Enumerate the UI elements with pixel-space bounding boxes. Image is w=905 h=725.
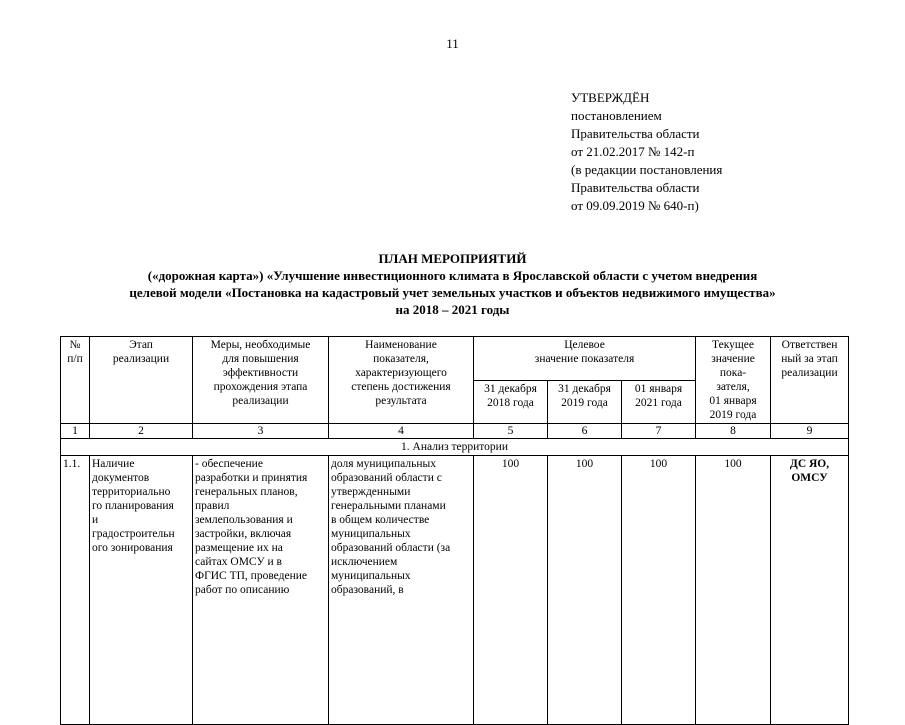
header-text: 31 декабря — [558, 382, 611, 395]
header-text: значение показателя — [534, 353, 635, 365]
header-text: характеризующего — [355, 367, 447, 379]
header-text: значение — [711, 353, 755, 365]
header-stage — [90, 337, 193, 424]
cell-text: доля муниципальных — [331, 458, 436, 470]
header-text: реализации — [232, 395, 289, 407]
header-measures — [193, 337, 329, 424]
header-text: реализации — [781, 367, 838, 379]
cell-text: Наличие — [92, 458, 135, 470]
column-number: 4 — [329, 424, 474, 439]
cell-text: муниципальных — [331, 528, 411, 540]
cell-text: правил — [195, 500, 230, 512]
column-number: 8 — [696, 424, 771, 439]
cell-text: землепользования и — [195, 514, 293, 526]
header-num — [61, 337, 90, 424]
document-title — [60, 250, 845, 318]
page-number: 11 — [446, 36, 459, 51]
title-line: («дорожная карта») «Улучшение инвестиционного климата в Ярославской области с учетом внедрения — [147, 268, 758, 283]
row-number: 1.1. — [61, 456, 90, 725]
header-text: степень достижения — [351, 381, 451, 393]
column-number: 7 — [622, 424, 696, 439]
cell-text: застройки, включая — [195, 528, 292, 540]
cell-text: ого зонирования — [92, 542, 173, 554]
approval-line: (в редакции постановления — [571, 162, 723, 177]
cell-text: генеральных планов, — [195, 486, 298, 498]
title-line: ПЛАН МЕРОПРИЯТИЙ — [378, 251, 527, 266]
row-measures — [193, 456, 329, 725]
header-text: реализации — [112, 353, 170, 365]
header-text: 01 января — [709, 395, 757, 407]
header-text: 01 января — [634, 382, 683, 395]
cell-text: - обеспечение — [195, 458, 263, 470]
header-text: 2019 года — [709, 409, 757, 421]
header-text: результата — [375, 395, 427, 407]
cell-text: градостроительн — [92, 528, 175, 540]
cell-text: генеральными планами — [331, 500, 446, 512]
column-number: 3 — [193, 424, 329, 439]
section-row — [61, 439, 849, 456]
header-text: № — [69, 339, 81, 351]
header-row — [61, 337, 849, 381]
cell-text: разработки и принятия — [195, 472, 308, 484]
approval-line: от 09.09.2019 № 640-п) — [571, 198, 699, 213]
plan-table — [60, 336, 849, 725]
column-number: 9 — [771, 424, 849, 439]
header-text: зателя, — [716, 381, 750, 393]
approval-stamp — [571, 89, 722, 215]
cell-text: образований, в — [331, 584, 404, 596]
header-text: 2018 года — [487, 396, 534, 409]
table-row — [61, 456, 849, 725]
cell-text: образований области (за — [331, 542, 451, 554]
header-date-2019 — [548, 380, 622, 424]
row-value-2018: 100 — [474, 456, 548, 725]
cell-text: сайтах ОМСУ и в — [195, 556, 282, 568]
row-current-value: 100 — [696, 456, 771, 725]
cell-text: ДС ЯО, — [789, 458, 830, 470]
row-value-2021: 100 — [622, 456, 696, 725]
header-date-2018 — [474, 380, 548, 424]
row-responsible — [771, 456, 849, 725]
header-text: Этап — [129, 339, 153, 351]
cell-text: документов — [92, 472, 150, 484]
header-text: Текущее — [712, 339, 754, 351]
header-text: 2019 года — [561, 396, 608, 409]
header-responsible — [771, 337, 849, 424]
cell-text: ФГИС ТП, проведение — [195, 570, 308, 582]
row-indicator — [329, 456, 474, 725]
cell-text: размещение их на — [195, 542, 283, 554]
header-text: эффективности — [222, 367, 299, 379]
cell-text: утвержденными — [331, 486, 411, 498]
header-text: 31 декабря — [484, 382, 537, 395]
header-current — [696, 337, 771, 424]
header-text: прохождения этапа — [213, 381, 308, 393]
cell-text: го планирования — [92, 500, 174, 512]
section-title: 1. Анализ территории — [61, 439, 849, 456]
approval-line: Правительства области — [571, 180, 700, 195]
cell-text: исключением — [331, 556, 398, 568]
cell-text: работ по описанию — [195, 584, 290, 596]
approval-line: постановлением — [571, 108, 662, 123]
approval-line: Правительства области — [571, 126, 700, 141]
column-number: 2 — [90, 424, 193, 439]
header-text: Целевое — [564, 339, 605, 351]
header-text: для повышения — [222, 353, 299, 365]
cell-text: территориально — [92, 486, 171, 498]
header-target — [474, 337, 696, 381]
row-stage — [90, 456, 193, 725]
header-text: ный за этап — [781, 353, 838, 365]
cell-text: образований области с — [331, 472, 442, 484]
header-indicator — [329, 337, 474, 424]
header-text: пока- — [719, 367, 747, 379]
cell-text: муниципальных — [331, 570, 411, 582]
approval-line: УТВЕРЖДЁН — [571, 90, 650, 105]
header-text: показателя, — [373, 353, 429, 365]
column-number: 6 — [548, 424, 622, 439]
column-number: 5 — [474, 424, 548, 439]
header-text: Ответствен — [781, 339, 838, 351]
header-date-2021 — [622, 380, 696, 424]
header-text: 2021 года — [635, 396, 682, 409]
header-text: п/п — [67, 353, 83, 365]
header-text: Наименование — [365, 339, 437, 351]
title-line: на 2018 – 2021 годы — [395, 302, 510, 317]
cell-text: и — [92, 514, 99, 526]
row-value-2019: 100 — [548, 456, 622, 725]
cell-text: ОМСУ — [791, 472, 828, 484]
approval-line: от 21.02.2017 № 142-п — [571, 144, 695, 159]
column-number: 1 — [61, 424, 90, 439]
cell-text: в общем количестве — [331, 514, 430, 526]
header-text: Меры, необходимые — [210, 339, 311, 351]
column-number-row — [61, 424, 849, 439]
title-line: целевой модели «Постановка на кадастровый учет земельных участков и объектов недвижимого имущества» — [129, 285, 776, 300]
